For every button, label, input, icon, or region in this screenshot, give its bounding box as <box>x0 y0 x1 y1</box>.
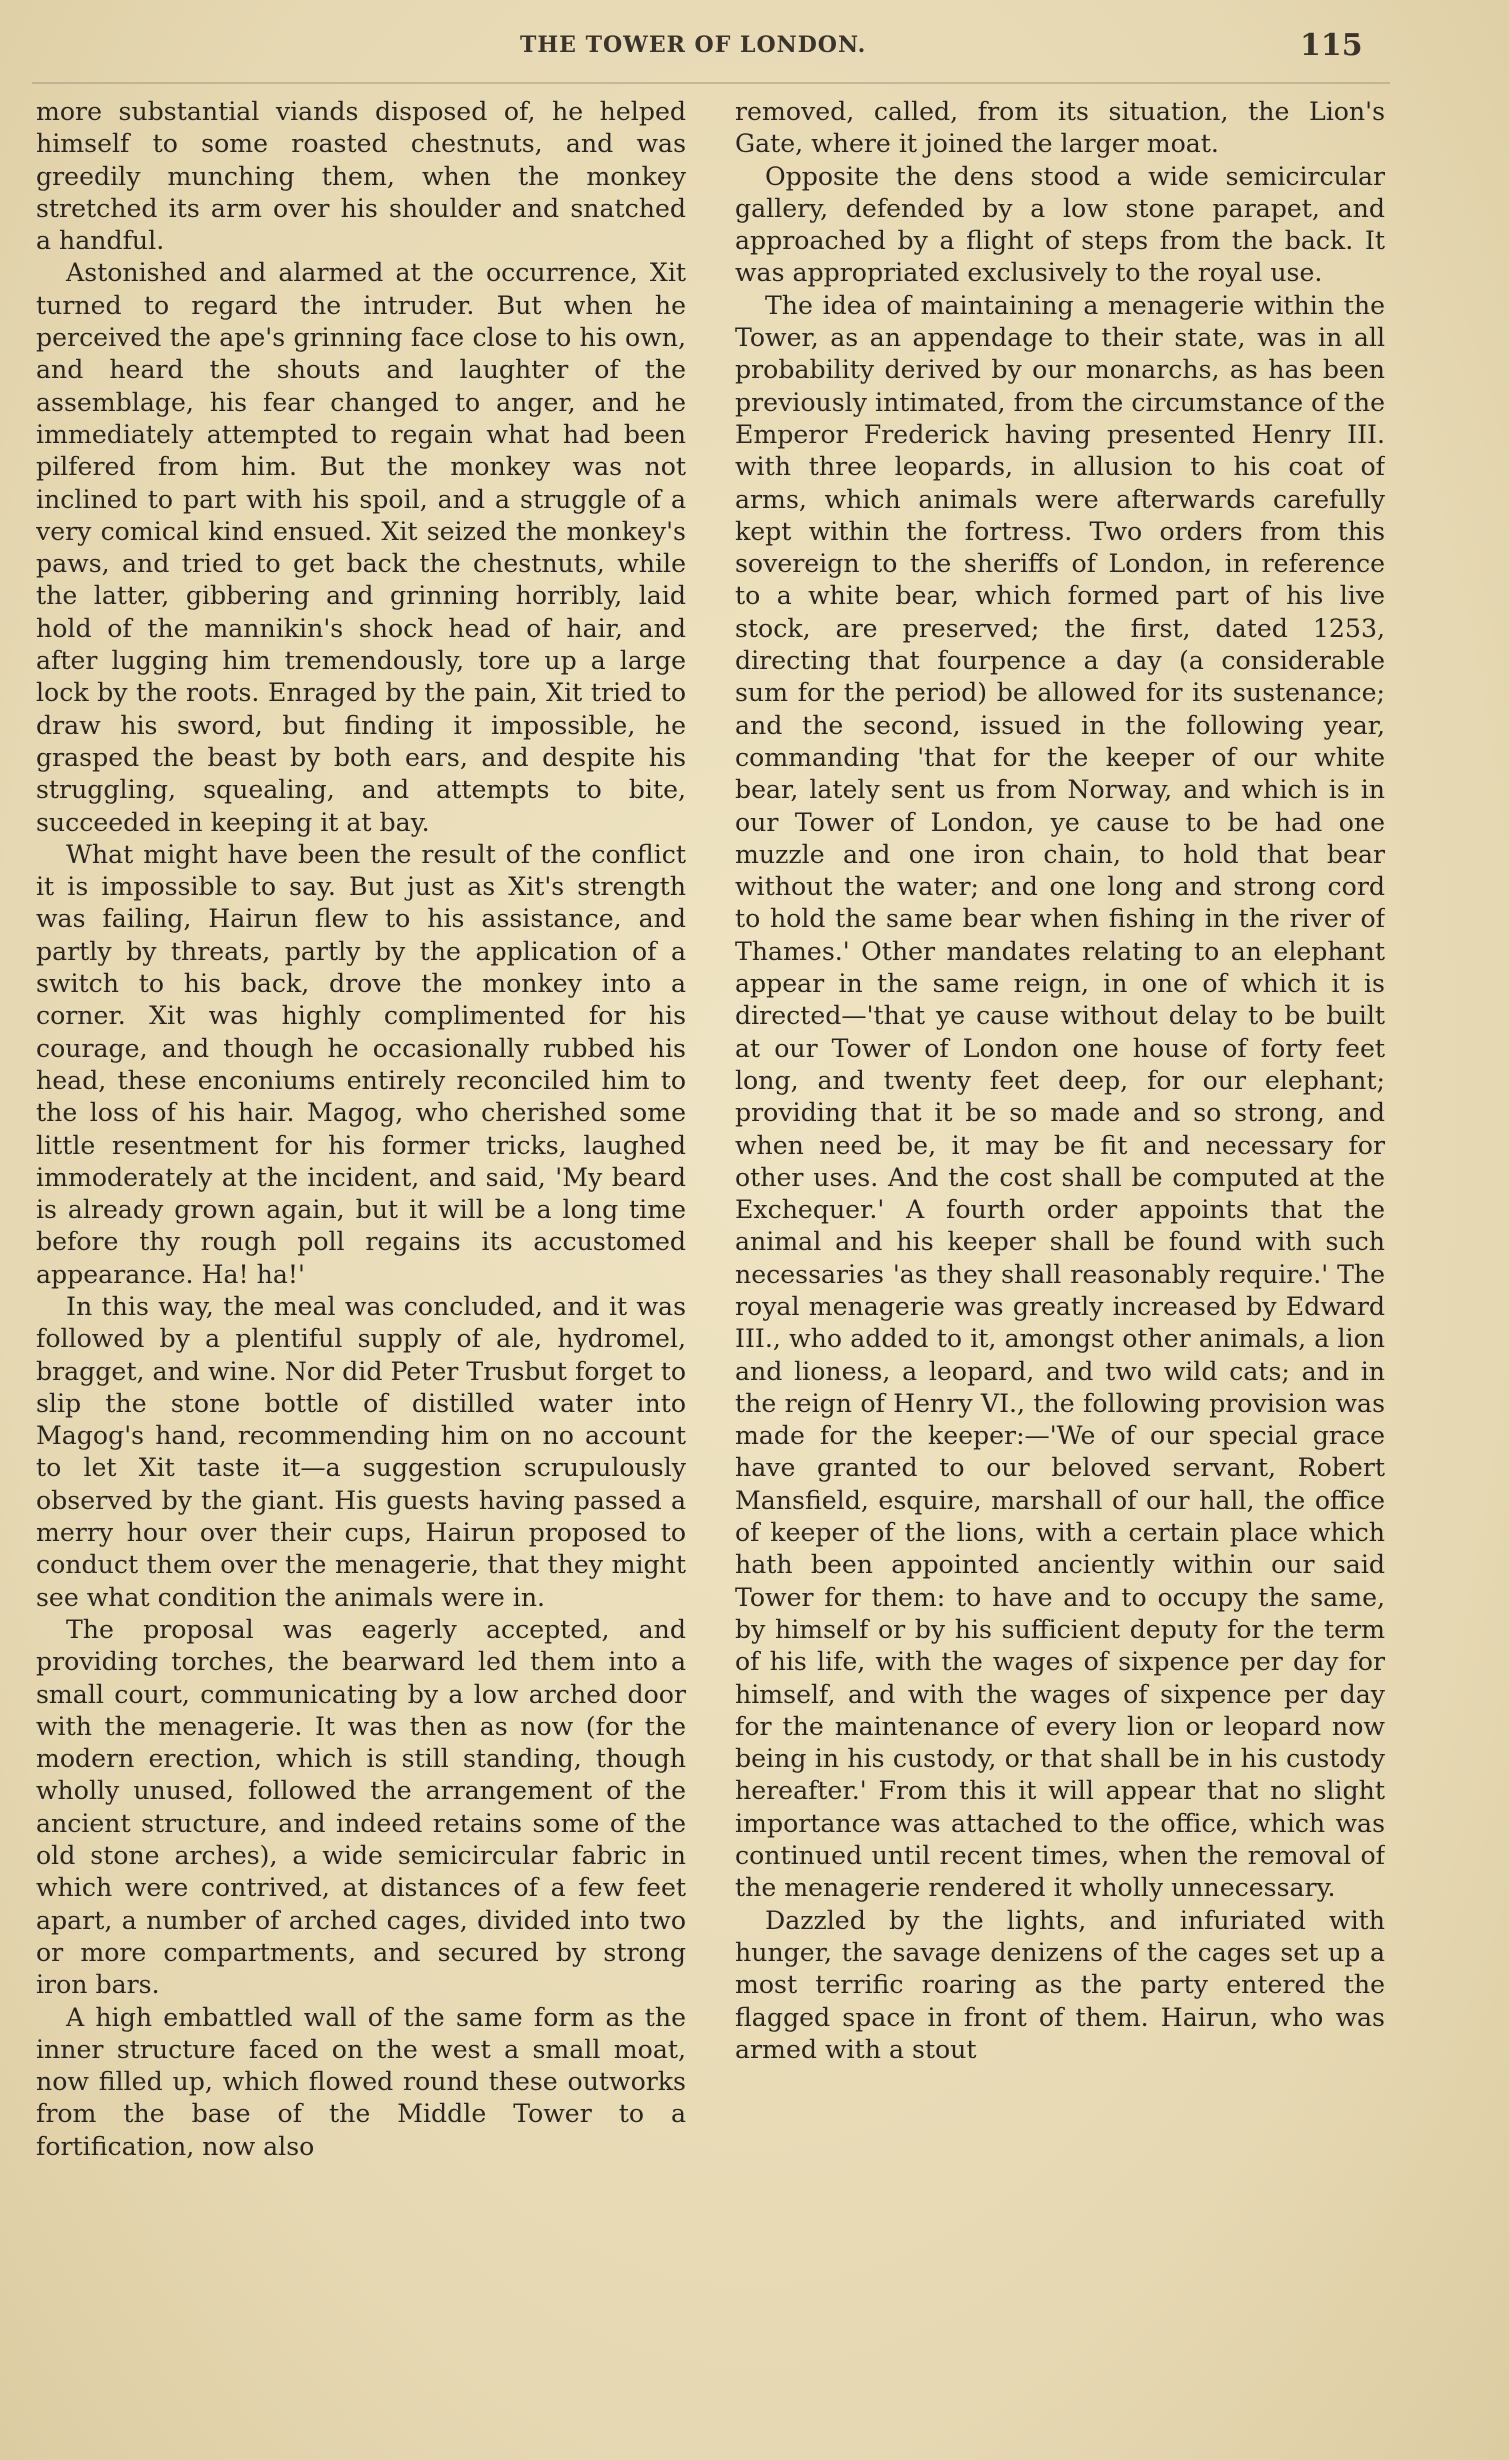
paragraph: The proposal was eagerly accepted, and providing torches, the bearward led them into a small court, communicating by a low arched door with the menagerie. It was then as now (for the modern erection, which is still standing, though wholly unused, followed the arrangement of the ancient structure, and indeed retains some of the old stone arches), a wide semicircular fabric in which were contrived, at distances of a few feet apart, a number of arched cages, divided into two or more compartments, and secured by strong iron bars. <box>36 1614 686 2000</box>
page-number: 115 <box>1300 28 1363 63</box>
paragraph: Dazzled by the lights, and infuriated with hunger, the savage denizens of the cages set up a most terrific roaring as the party entered the flagged space in front of them. Hairun, who was armed with a stout <box>735 1905 1385 2064</box>
left-column <box>36 96 686 2446</box>
paragraph: What might have been the result of the conflict it is impossible to say. But just as Xit's strength was failing, Hairun flew to his assistance, and partly by threats, partly by the application of a switch to his back, drove the monkey into a corner. Xit was highly complimented for his courage, and though he occasionally rubbed his head, these enconiums entirely reconciled him to the loss of his hair. Magog, who cherished some little resentment for his former tricks, laughed immoderately at the incident, and said, 'My beard is already grown again, but it will be a long time before thy rough poll regains its accustomed appearance. Ha! ha!' <box>36 839 686 1289</box>
page-header <box>0 28 1509 68</box>
paragraph: A high embattled wall of the same form as the inner structure faced on the west a small moat, now filled up, which flowed round these outworks from the base of the Middle Tower to a fortification, now also <box>36 2002 686 2161</box>
running-title: THE TOWER OF LONDON. <box>520 32 867 58</box>
paragraph: In this way, the meal was concluded, and it was followed by a plentiful supply of ale, hydromel, bragget, and wine. Nor did Peter Trusbut forget to slip the stone bottle of distilled water into Magog's hand, recommending him on no account to let Xit taste it—a suggestion scrupulously observed by the giant. His guests having passed a merry hour over their cups, Hairun proposed to conduct them over the menagerie, that they might see what condition the animals were in. <box>36 1291 686 1612</box>
paragraph: The idea of maintaining a menagerie within the Tower, as an appendage to their state, was in all probability derived by our monarchs, as has been previously intimated, from the circumstance of the Emperor Frederick having presented Henry III. with three leopards, in allusion to his coat of arms, which animals were afterwards carefully kept within the fortress. Two orders from this sovereign to the sheriffs of London, in reference to a white bear, which formed part of his live stock, are preserved; the first, dated 1253, directing that fourpence a day (a considerable sum for the period) be allowed for its sustenance; and the second, issued in the following year, commanding 'that for the keeper of our white bear, lately sent us from Norway, and which is in our Tower of London, ye cause to be had one muzzle and one iron chain, to hold that bear without the water; and one long and strong cord to hold the same bear when fishing in the river of Thames.' Other mandates relating to an elephant appear in the same reign, in one of which it is directed—'that ye cause without delay to be built at our Tower of London one house of forty feet long, and twenty feet deep, for our elephant; providing that it be so made and so strong, and when need be, it may be fit and necessary for other uses. And the cost shall be computed at the Exchequer.' A fourth order appoints that the animal and his keeper shall be found with such necessaries 'as they shall reasonably require.' The royal menagerie was greatly increased by Edward III., who added to it, amongst other animals, a lion and lioness, a leopard, and two wild cats; and in the reign of Henry VI., the following provision was made for the keeper:—'We of our special grace have granted to our beloved servant, Robert Mansfield, esquire, marshall of our hall, the office of keeper of the lions, with a certain place which hath been appointed anciently within our said Tower for them: to have and to occupy the same, by himself or by his sufficient deputy for the term of his life, with the wages of sixpence per day for himself, and with the wages of sixpence per day for the maintenance of every lion or leopard now being in his custody, or that shall be in his custody hereafter.' From this it will appear that no slight importance was attached to the office, which was continued until recent times, when the removal of the menagerie rendered it wholly unnecessary. <box>735 290 1385 1903</box>
header-rule <box>32 82 1390 84</box>
paragraph: Opposite the dens stood a wide semicircular gallery, defended by a low stone parapet, and approached by a flight of steps from the back. It was appropriated exclusively to the royal use. <box>735 161 1385 288</box>
paragraph: removed, called, from its situation, the Lion's Gate, where it joined the larger moat. <box>735 97 1385 159</box>
right-column <box>735 96 1385 2446</box>
paragraph: Astonished and alarmed at the occurrence, Xit turned to regard the intruder. But when he perceived the ape's grinning face close to his own, and heard the shouts and laughter of the assemblage, his fear changed to anger, and he immediately attempted to regain what had been pilfered from him. But the monkey was not inclined to part with his spoil, and a struggle of a very comical kind ensued. Xit seized the monkey's paws, and tried to get back the chestnuts, while the latter, gibbering and grinning horribly, laid hold of the mannikin's shock head of hair, and after lugging him tremendously, tore up a large lock by the roots. Enraged by the pain, Xit tried to draw his sword, but finding it impossible, he grasped the beast by both ears, and despite his struggling, squealing, and attempts to bite, succeeded in keeping it at bay. <box>36 258 686 837</box>
paragraph: more substantial viands disposed of, he helped himself to some roasted chestnuts, and was greedily munching them, when the monkey stretched its arm over his shoulder and snatched a handful. <box>36 97 686 256</box>
